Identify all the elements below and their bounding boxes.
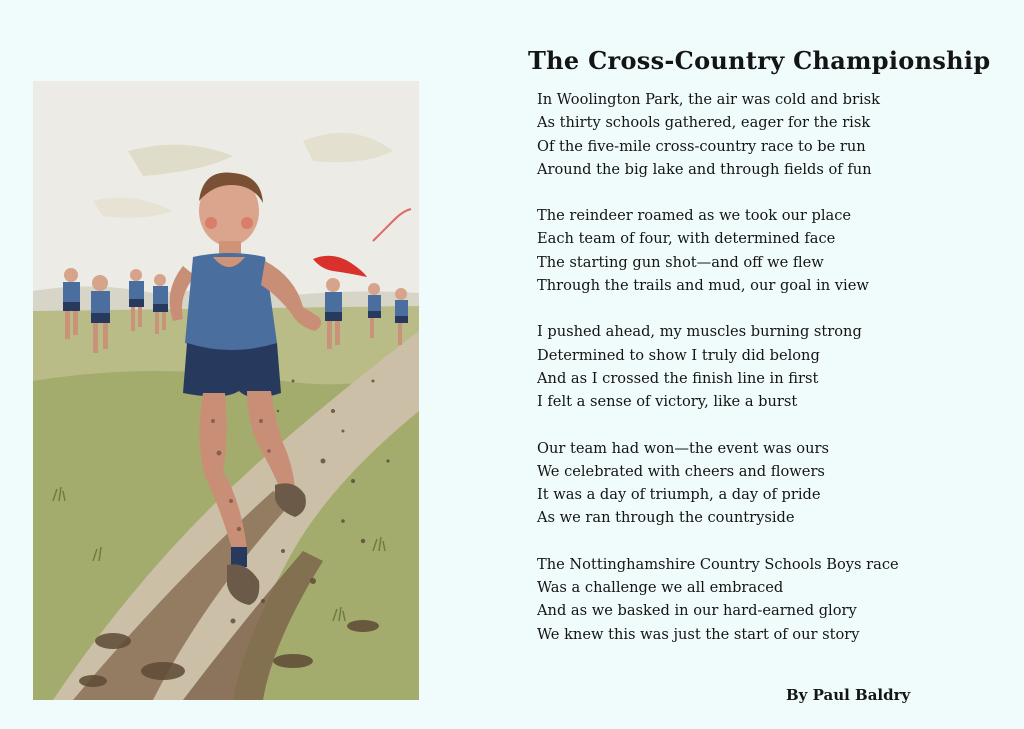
poem-line: It was a day of triumph, a day of pride <box>537 486 821 504</box>
poem-line: And as we basked in our hard-earned glory <box>537 602 857 620</box>
poem-line: We celebrated with cheers and flowers <box>537 462 825 480</box>
author-byline: By Paul Baldry <box>786 686 911 704</box>
poem-line: I pushed ahead, my muscles burning strong <box>537 323 862 341</box>
poem-line: The starting gun shot—and off we flew <box>537 253 824 271</box>
poem-line: And as I crossed the finish line in first <box>537 369 819 387</box>
poem-line: I felt a sense of victory, like a burst <box>537 393 798 411</box>
poem-line: Each team of four, with determined face <box>537 230 836 248</box>
stanza-3 <box>537 320 1005 413</box>
poem-line: Around the big lake and through fields of fun <box>537 160 872 178</box>
stanza-4 <box>537 437 1005 530</box>
poem-line: Of the five-mile cross-country race to be run <box>537 137 866 155</box>
poem-title: The Cross-Country Championship <box>528 46 991 75</box>
poem-line: In Woolington Park, the air was cold and brisk <box>537 91 880 108</box>
poem-line: The Nottinghamshire Country Schools Boys race <box>537 555 899 573</box>
stanza-1 <box>537 88 1005 181</box>
poem-line: The reindeer roamed as we took our place <box>537 207 852 225</box>
poem-line: Was a challenge we all embraced <box>537 579 784 597</box>
stanza-5 <box>537 553 1005 646</box>
stanza-2 <box>537 204 1005 297</box>
poem-line: Through the trails and mud, our goal in view <box>537 277 869 295</box>
poem-body <box>537 88 1005 646</box>
poem-line: Our team had won—the event was ours <box>537 439 829 457</box>
poem-line: As thirty schools gathered, eager for the risk <box>537 114 871 132</box>
runner-illustration <box>33 81 419 700</box>
poem-panel <box>500 44 1005 669</box>
poem-line: We knew this was just the start of our story <box>537 625 860 643</box>
poem-line: As we ran through the countryside <box>537 509 795 527</box>
cross-country-runners-painting <box>33 81 419 700</box>
poem-line: Determined to show I truly did belong <box>537 346 820 364</box>
